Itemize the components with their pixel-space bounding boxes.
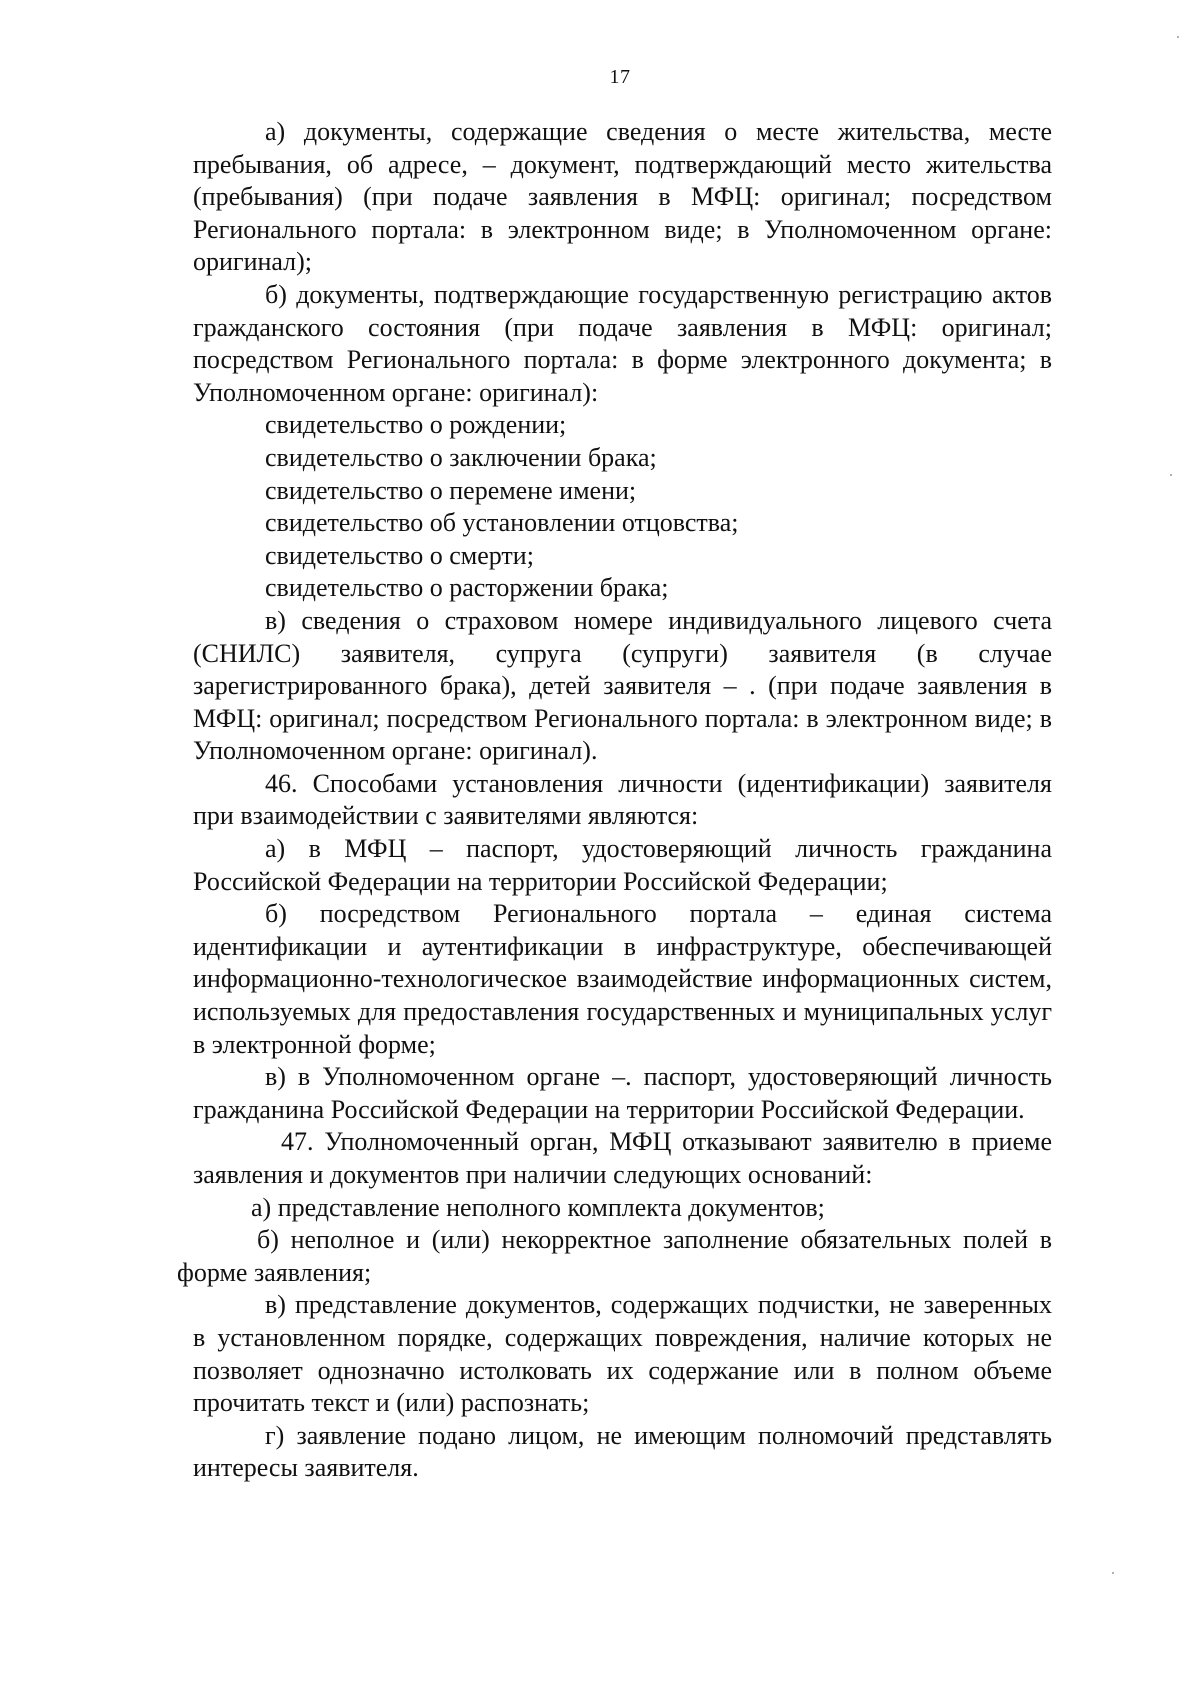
page-number: 17 <box>609 66 631 88</box>
paragraph-46-a-mfc-passport: а) в МФЦ – паспорт, удостоверяющий личность гражданина Российской Федерации на территории Российской Федерации; <box>193 834 1052 896</box>
list-item-marriage-certificate: свидетельство о заключении брака; <box>265 442 657 472</box>
paragraph-46-v-authorized-body: в) в Уполномоченном органе –. паспорт, удостоверяющий личность гражданина Российской Федерации на территории Российской Федерации. <box>193 1062 1052 1124</box>
list-item-birth-certificate: свидетельство о рождении; <box>265 410 567 440</box>
paragraph-47-a-incomplete-set: а) представление неполного комплекта документов; <box>251 1192 825 1222</box>
scan-speck <box>1170 474 1172 476</box>
paragraph-47-v-damaged-documents: в) представление документов, содержащих подчистки, не заверенных в установленном порядке, содержащих повреждения, наличие которых не позволяет однозначно истолковать их содержание или в полном объеме прочитать текст и (или) распознать; <box>193 1290 1052 1418</box>
document-body <box>177 116 1052 1485</box>
paragraph-a-residence-documents: а) документы, содержащие сведения о месте жительства, месте пребывания, об адресе, – документ, подтверждающий место жительства (пребывания) (при подаче заявления в МФЦ: оригинал; посредством Регионального портала: в электронном виде; в Уполномоченном органе: оригинал); <box>193 117 1052 277</box>
paragraph-46-identification-methods: 46. Способами установления личности (идентификации) заявителя при взаимодействии с заявителями являются: <box>193 768 1052 831</box>
list-item-name-change-certificate: свидетельство о перемене имени; <box>265 475 637 505</box>
scan-speck <box>1177 36 1179 38</box>
paragraph-47-b-incorrect-fields: б) неполное и (или) некорректное заполнение обязательных полей в форме заявления; <box>177 1225 1052 1287</box>
paragraph-47-refusal-grounds: 47. Уполномоченный орган, МФЦ отказывают заявителю в приеме заявления и документов при наличии следующих оснований: <box>193 1127 1052 1189</box>
list-item-death-certificate: свидетельство о смерти; <box>265 540 534 570</box>
paragraph-47-g-no-authority: г) заявление подано лицом, не имеющим полномочий представлять интересы заявителя. <box>193 1420 1052 1483</box>
scan-speck <box>1112 1572 1114 1574</box>
paragraph-46-b-regional-portal: б) посредством Регионального портала – единая система идентификации и аутентификации в инфраструктуре, обеспечивающей информационно-технологическое взаимодействие информационных систем, используемых для предоставления государственных и муниципальных услуг в электронной форме; <box>193 899 1052 1059</box>
paragraph-b-civil-status-documents: б) документы, подтверждающие государственную регистрацию актов гражданского состояния (при подаче заявления в МФЦ: оригинал; посредством Регионального портала: в форме электронного документа; в Уполномоченном органе: оригинал): <box>193 279 1052 407</box>
list-item-paternity-certificate: свидетельство об установлении отцовства; <box>265 508 739 538</box>
list-item-divorce-certificate: свидетельство о расторжении брака; <box>265 573 669 603</box>
paragraph-v-snils: в) сведения о страховом номере индивидуального лицевого счета (СНИЛС) заявителя, супруга (супруги) заявителя (в случае зарегистрированного брака), детей заявителя – . (при подаче заявления в МФЦ: оригинал; посредством Регионального портала: в электронном виде; в Уполномоченном органе: оригинал). <box>193 605 1052 766</box>
